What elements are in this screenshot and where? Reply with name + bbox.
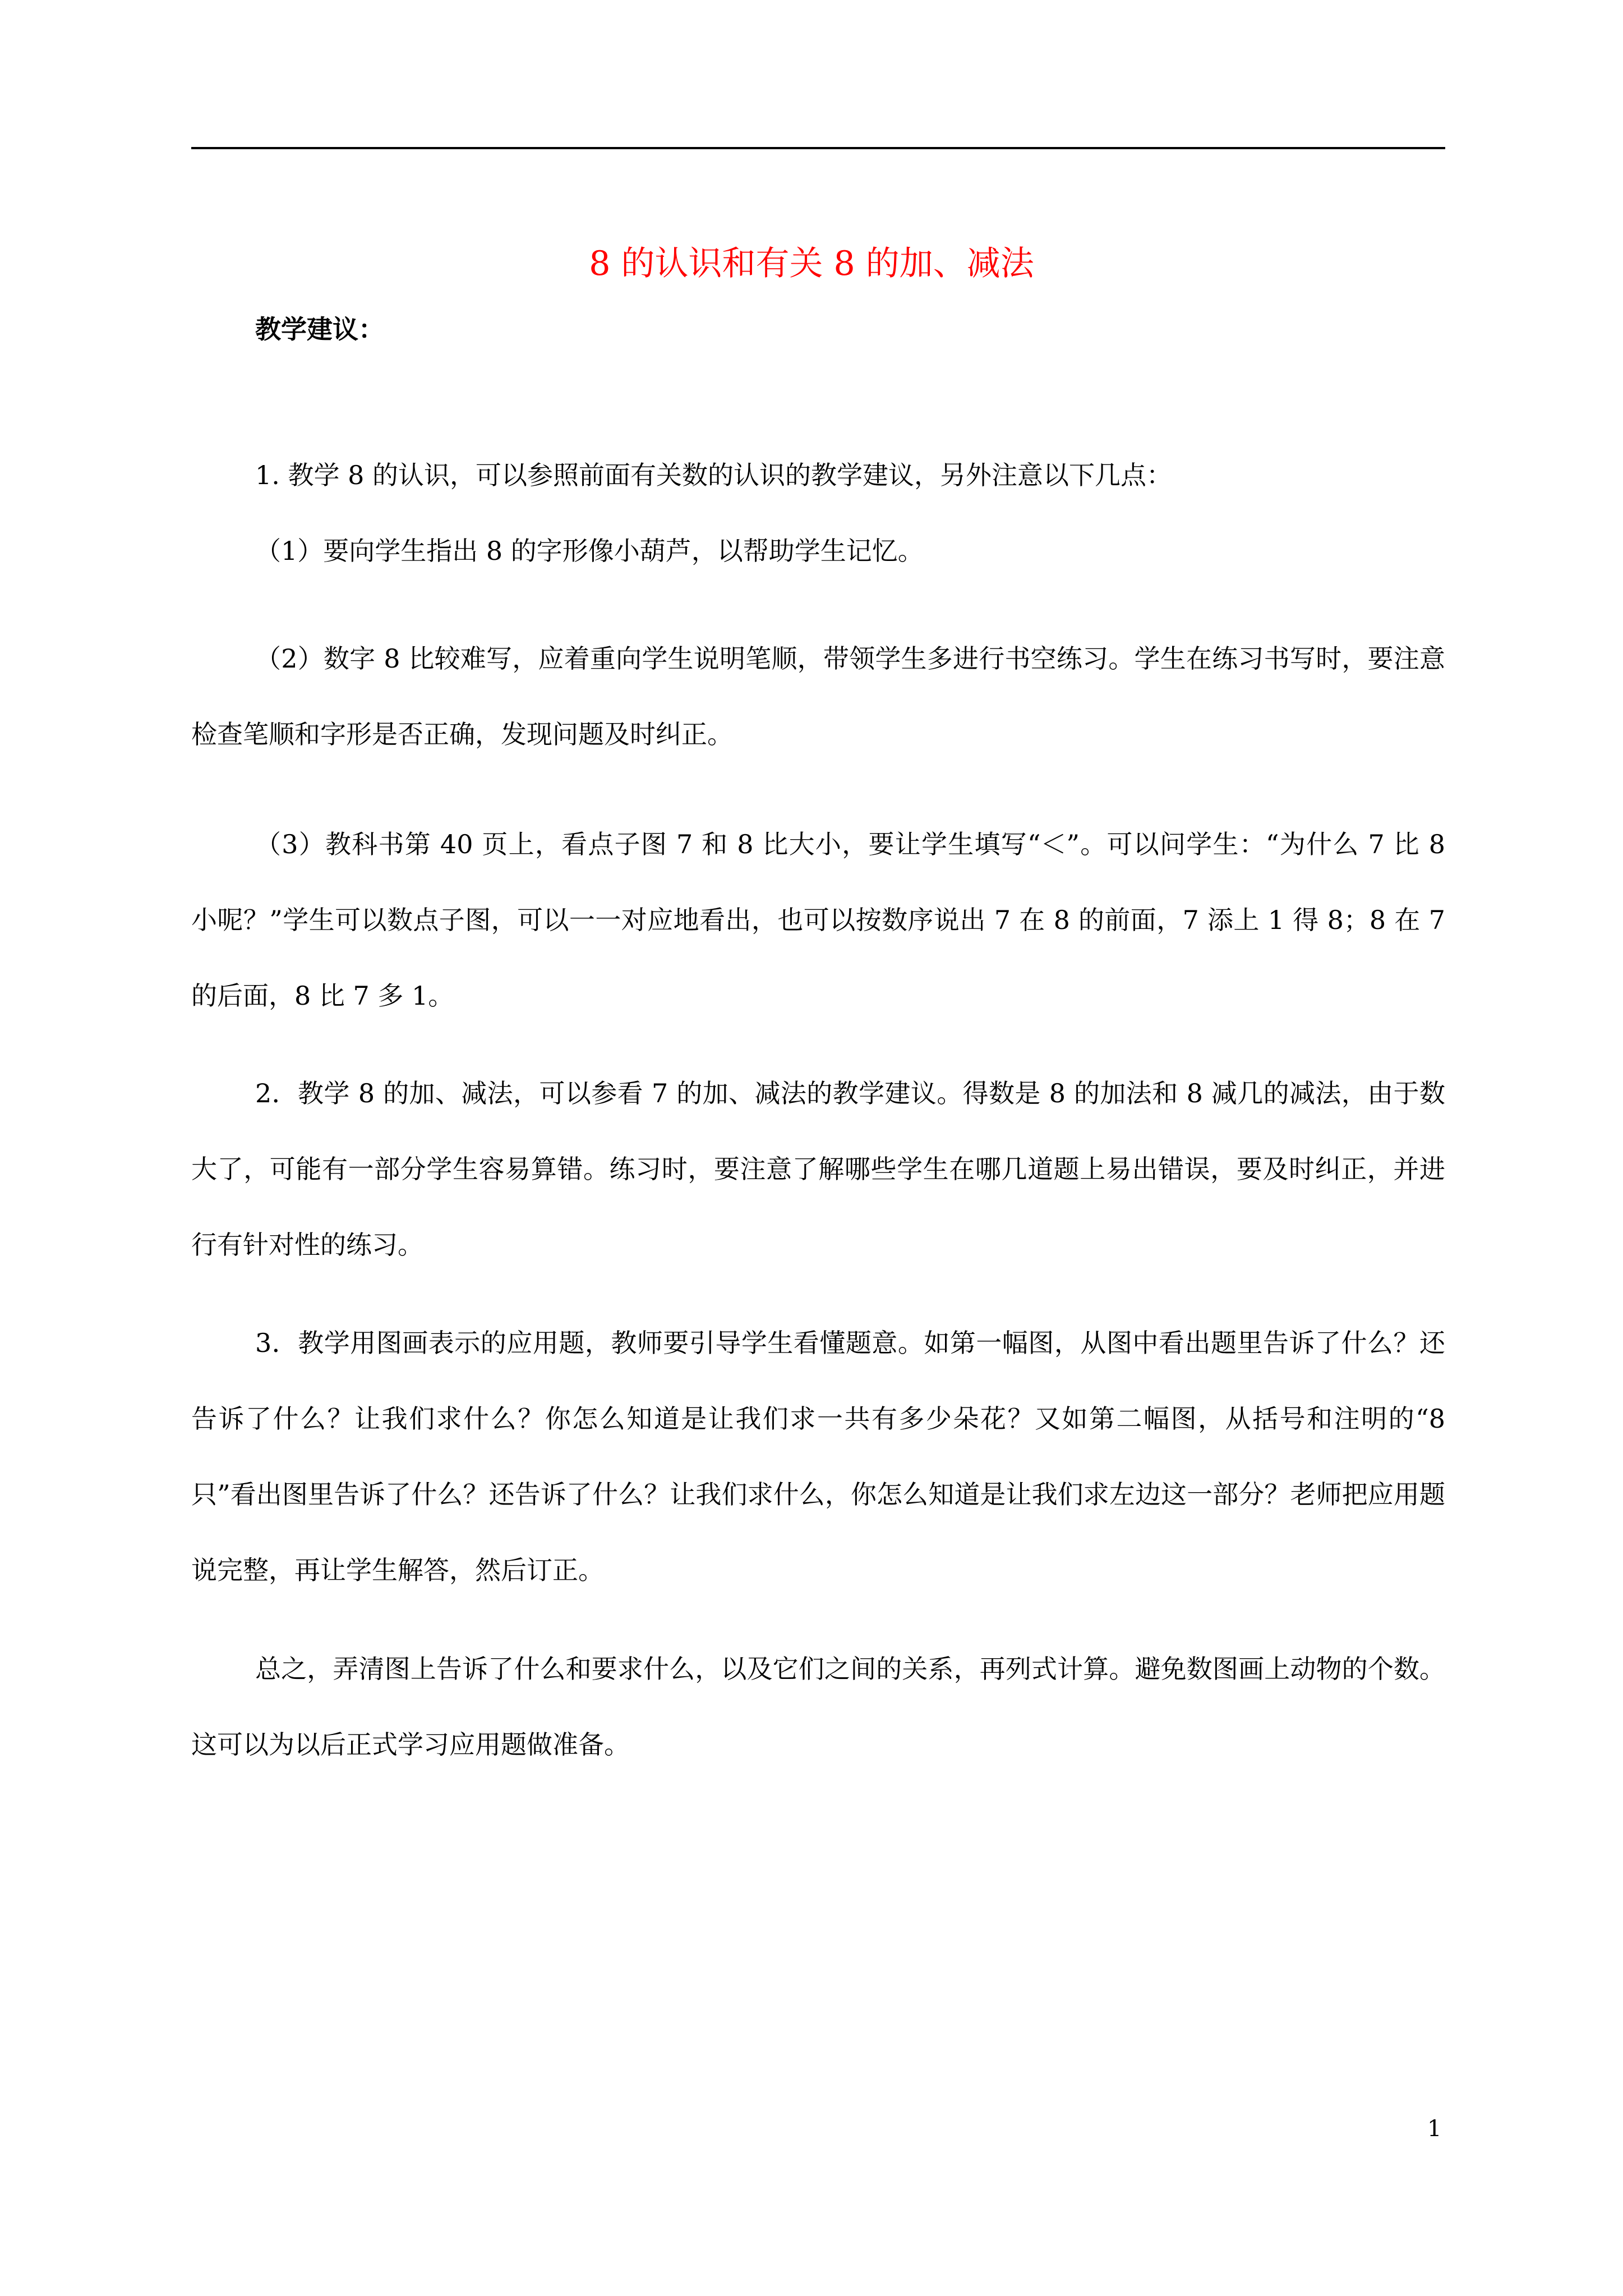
paragraph-1-3: （3）教科书第 40 页上，看点子图 7 和 8 比大小，要让学生填写“＜”。可以问学生：“为什么 7 比 8 小呢？”学生可以数点子图，可以一一对应地看出，也可以按数序说出 7 在 8 的前面，7 添上 1 得 8；8 在 7 的后面，8 比 7 多 1。 (191, 829, 1445, 1011)
header-rule (191, 147, 1445, 149)
paragraph-1: 1. 教学 8 的认识，可以参照前面有关数的认识的教学建议，另外注意以下几点： (255, 460, 1173, 490)
section-heading: 教学建议： (255, 314, 384, 344)
paragraph-3: 3．教学用图画表示的应用题，教师要引导学生看懂题意。如第一幅图，从图中看出题里告诉了什么？还告诉了什么？让我们求什么？你怎么知道是让我们求一共有多少朵花？又如第二幅图，从括号和注明的“8 只”看出图里告诉了什么？还告诉了什么？让我们求什么，你怎么知道是让我们求左边这一部分？老师把应用题说完整，再让学生解答，然后订正。 (191, 1328, 1445, 1585)
document-title: 8 的认识和有关 8 的加、减法 (589, 244, 1034, 283)
paragraph-2: 2．教学 8 的加、减法，可以参看 7 的加、减法的教学建议。得数是 8 的加法和 8 减几的减法，由于数大了，可能有一部分学生容易算错。练习时，要注意了解哪些学生在哪几道题上易出错误，要及时纠正，并进行有针对性的练习。 (191, 1078, 1445, 1260)
paragraph-1-2: （2）数字 8 比较难写，应着重向学生说明笔顺，带领学生多进行书空练习。学生在练习书写时，要注意检查笔顺和字形是否正确，发现问题及时纠正。 (191, 643, 1445, 749)
paragraph-summary: 总之，弄清图上告诉了什么和要求什么，以及它们之间的关系，再列式计算。避免数图画上动物的个数。这可以为以后正式学习应用题做准备。 (191, 1654, 1445, 1760)
paragraph-1-1: （1）要向学生指出 8 的字形像小葫芦，以帮助学生记忆。 (255, 536, 924, 566)
page-number: 1 (1427, 2116, 1442, 2142)
